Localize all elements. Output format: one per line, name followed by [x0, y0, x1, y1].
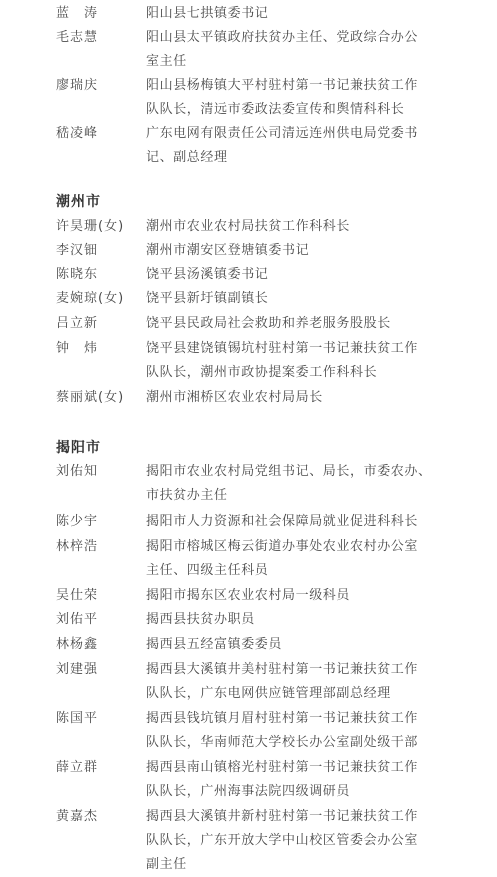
person-name: 毛志慧	[56, 30, 99, 45]
person-name: 刘佑知	[56, 464, 99, 479]
person-desc	[146, 26, 436, 74]
person-desc	[146, 122, 436, 170]
person-name: 林杨鑫	[56, 637, 99, 652]
person-desc	[146, 337, 436, 385]
person-name: 蔡丽斌(女)	[56, 390, 125, 405]
desc-line: 揭阳市榕城区梅云街道办事处农业农村办公室	[146, 539, 419, 554]
desc-line: 揭西县钱坑镇月眉村驻村第一书记兼扶贫工作	[146, 711, 419, 726]
desc-line: 揭阳市揭东区农业农村局一级科员	[146, 588, 351, 603]
desc-line: 饶平县新圩镇副镇长	[146, 291, 269, 306]
section-title-jieyang: 揭阳市	[56, 440, 101, 456]
desc-line: 潮州市潮安区登塘镇委书记	[146, 243, 310, 258]
person-name: 许昊珊(女)	[56, 219, 125, 234]
desc-line: 饶平县汤溪镇委书记	[146, 267, 269, 282]
person-name: 李汉钿	[56, 243, 99, 258]
desc-line: 饶平县建饶镇锡坑村驻村第一书记兼扶贫工作	[146, 341, 419, 356]
person-name: 黄嘉杰	[56, 809, 99, 824]
desc-line: 揭阳市农业农村局党组书记、局长，市委农办、	[146, 464, 432, 479]
desc-line: 揭西县五经富镇委委员	[146, 637, 283, 652]
person-desc	[146, 239, 436, 263]
person-name: 刘佑平	[56, 612, 99, 627]
person-desc	[146, 263, 436, 287]
desc-line: 市扶贫办主任	[146, 488, 228, 503]
desc-line: 队队长，广东电网供应链管理部副总经理	[146, 686, 391, 701]
person-desc	[146, 658, 436, 706]
person-name: 廖瑞庆	[56, 78, 99, 93]
desc-line: 饶平县民政局社会救助和养老服务股股长	[146, 316, 391, 331]
desc-line: 副主任	[146, 857, 187, 872]
person-desc	[146, 74, 436, 122]
person-name: 刘建强	[56, 662, 99, 677]
desc-line: 队队长，华南师范大学校长办公室副处级干部	[146, 735, 419, 750]
person-name: 蓝 涛	[56, 6, 99, 21]
person-desc	[146, 2, 436, 26]
desc-line: 揭西县扶贫办职员	[146, 612, 255, 627]
person-desc	[146, 287, 436, 311]
person-desc	[146, 707, 436, 755]
desc-line: 队队长，广东开放大学中山校区管委会办公室	[146, 833, 419, 848]
desc-line: 队队长，广州海事法院四级调研员	[146, 784, 351, 799]
section-title-chaozhou: 潮州市	[56, 194, 101, 210]
person-name: 陈晓东	[56, 267, 99, 282]
desc-line: 队队长，清远市委政法委宣传和舆情科科长	[146, 102, 405, 117]
person-desc	[146, 756, 436, 804]
person-name: 林梓浩	[56, 539, 99, 554]
desc-line: 阳山县七拱镇委书记	[146, 6, 269, 21]
desc-line: 揭阳市人力资源和社会保障局就业促进科科长	[146, 514, 419, 529]
person-name: 嵇凌峰	[56, 126, 99, 141]
person-desc	[146, 386, 436, 410]
person-desc	[146, 805, 436, 877]
person-name: 麦婉琼(女)	[56, 291, 125, 306]
person-desc	[146, 535, 436, 583]
desc-line: 揭西县大溪镇井美村驻村第一书记兼扶贫工作	[146, 662, 419, 677]
desc-line: 记、副总经理	[146, 150, 228, 165]
person-name: 陈少宇	[56, 514, 99, 529]
desc-line: 阳山县杨梅镇大平村驻村第一书记兼扶贫工作	[146, 78, 419, 93]
desc-line: 阳山县太平镇政府扶贫办主任、党政综合办公	[146, 30, 419, 45]
desc-line: 揭西县大溪镇井新村驻村第一书记兼扶贫工作	[146, 809, 419, 824]
desc-line: 潮州市农业农村局扶贫工作科科长	[146, 219, 351, 234]
person-desc	[146, 312, 436, 336]
person-desc	[146, 584, 436, 608]
desc-line: 队队长，潮州市政协提案委工作科科长	[146, 365, 378, 380]
person-desc	[146, 460, 436, 508]
person-desc	[146, 633, 436, 657]
person-name: 薛立群	[56, 760, 99, 775]
person-name: 陈国平	[56, 711, 99, 726]
desc-line: 广东电网有限责任公司清远连州供电局党委书	[146, 126, 419, 141]
person-desc	[146, 215, 436, 239]
person-name: 钟 炜	[56, 341, 99, 356]
person-name: 吴仕荣	[56, 588, 99, 603]
person-desc	[146, 510, 436, 534]
person-desc	[146, 608, 436, 632]
desc-line: 潮州市湘桥区农业农村局局长	[146, 390, 323, 405]
desc-line: 室主任	[146, 54, 187, 69]
desc-line: 揭西县南山镇榕光村驻村第一书记兼扶贫工作	[146, 760, 419, 775]
person-name: 吕立新	[56, 316, 99, 331]
desc-line: 主任、四级主任科员	[146, 563, 269, 578]
